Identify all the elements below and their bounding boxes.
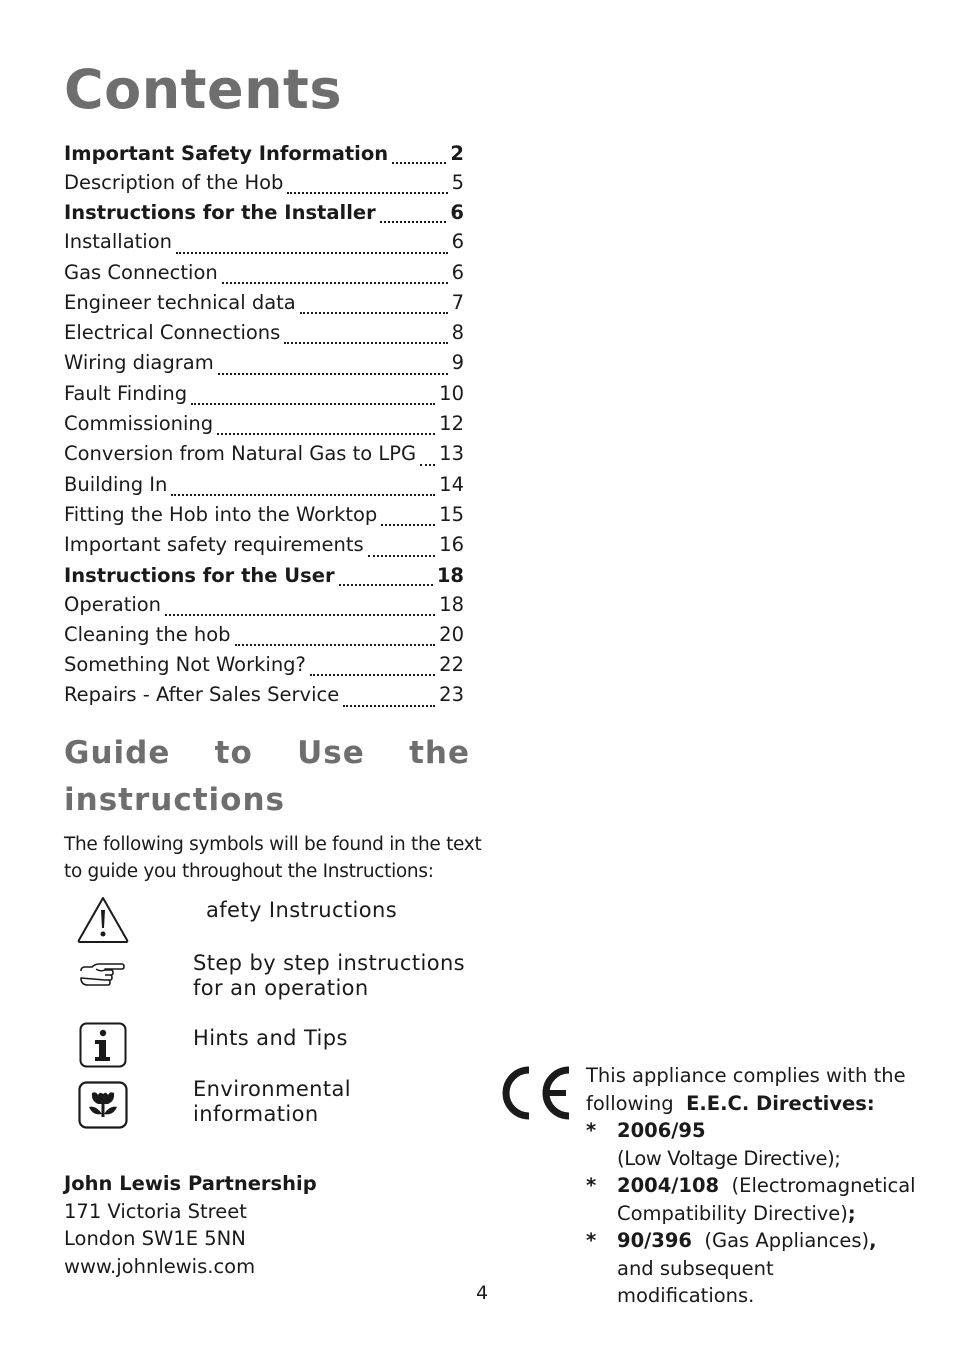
toc-entry-page: 18: [439, 592, 464, 616]
guide-heading-word: the: [409, 735, 470, 771]
toc-leader-dots: [368, 555, 435, 557]
toc-entry-page: 5: [451, 171, 464, 194]
symbol-label: Hints and Tips: [193, 1026, 348, 1050]
toc-entry[interactable]: [64, 142, 464, 171]
guide-heading-line2: instructions: [64, 782, 285, 818]
toc-entry-page: 16: [439, 533, 464, 557]
toc-entry-title: Instructions for the Installer: [64, 201, 376, 225]
page-title: Contents: [64, 58, 343, 121]
toc-entry[interactable]: [64, 201, 464, 230]
toc-entry[interactable]: [64, 533, 464, 563]
toc-entry-title: Cleaning the hob: [64, 622, 231, 646]
directive-description: (Electromagnetical: [731, 1174, 916, 1197]
toc-leader-dots: [165, 614, 435, 616]
directive-description: Compatibility Directive): [617, 1201, 848, 1225]
directive-punctuation: ;: [847, 1201, 856, 1225]
info-icon: [79, 1022, 127, 1068]
toc-entry-title: Repairs - After Sales Service: [64, 683, 340, 707]
directive-description: and subsequent modifications.: [617, 1256, 774, 1307]
directive-item: [586, 1117, 916, 1172]
toc-leader-dots: [176, 252, 448, 254]
compliance-statement: [586, 1062, 916, 1310]
guide-heading-word: Use: [297, 735, 365, 771]
guide-heading: [64, 730, 470, 824]
address-city: London SW1E 5NN: [64, 1227, 246, 1250]
guide-heading-word: to: [214, 735, 253, 771]
guide-intro-text: The following symbols will be found in the text to guide you throughout the Instructions:: [64, 834, 482, 882]
directive-code: 2004/108: [617, 1174, 720, 1197]
compliance-text: following: [586, 1091, 674, 1115]
symbol-label-line: Environmental: [193, 1077, 351, 1101]
toc-entry-title: Conversion from Natural Gas to LPG: [64, 442, 417, 466]
directive-punctuation: ,: [869, 1229, 877, 1252]
toc-entry[interactable]: [64, 623, 464, 653]
toc-leader-dots: [222, 282, 448, 284]
toc-entry-page: 2: [450, 142, 464, 165]
toc-entry-title: Instructions for the User: [64, 563, 335, 587]
toc-entry-title: Important safety requirements: [64, 533, 364, 557]
address-street: 171 Victoria Street: [64, 1199, 247, 1223]
toc-leader-dots: [420, 464, 435, 466]
website-link[interactable]: www.johnlewis.com: [64, 1254, 256, 1278]
toc-entry-page: 20: [439, 622, 464, 646]
toc-entry-title: Gas Connection: [64, 260, 218, 284]
guide-heading-word: Guide: [64, 735, 171, 771]
symbol-label: [193, 951, 465, 1001]
toc-entry[interactable]: [64, 382, 464, 412]
toc-entry[interactable]: [64, 321, 464, 351]
toc-entry-title: Building In: [64, 472, 168, 496]
toc-entry-title: Commissioning: [64, 412, 214, 436]
directive-description: (Gas Appliances): [704, 1229, 870, 1252]
toc-entry[interactable]: [64, 442, 464, 472]
compliance-line: This appliance complies with the: [586, 1064, 906, 1087]
ce-mark-icon: [496, 1064, 574, 1122]
directive-item: [586, 1172, 916, 1227]
toc-entry[interactable]: [64, 171, 464, 201]
compliance-line: [586, 1090, 916, 1118]
toc-entry-title: Operation: [64, 592, 162, 616]
table-of-contents: [64, 142, 464, 714]
directive-code: 2006/95: [617, 1119, 706, 1142]
symbol-label-line: information: [193, 1102, 319, 1126]
warning-triangle-icon: [76, 895, 130, 945]
directive-code: 90/396: [617, 1229, 692, 1252]
toc-entry-title: Fault Finding: [64, 381, 188, 405]
bullet-star: *: [586, 1119, 597, 1142]
toc-entry-page: 10: [439, 381, 464, 405]
toc-entry-title: Wiring diagram: [64, 351, 214, 375]
directives-heading: E.E.C. Directives:: [686, 1091, 875, 1115]
toc-entry[interactable]: [64, 564, 464, 593]
company-name: John Lewis Partnership: [64, 1172, 317, 1195]
toc-entry[interactable]: [64, 593, 464, 623]
toc-entry[interactable]: [64, 412, 464, 442]
toc-leader-dots: [287, 192, 447, 194]
toc-entry-page: 13: [439, 442, 464, 466]
toc-entry-title: Something Not Working?: [64, 653, 306, 677]
toc-entry-title: Important Safety Information: [64, 142, 389, 165]
toc-entry[interactable]: [64, 351, 464, 381]
toc-entry-title: Description of the Hob: [64, 171, 284, 194]
toc-entry-page: 6: [451, 230, 464, 254]
toc-entry-title: Electrical Connections: [64, 321, 281, 345]
toc-entry-page: 18: [436, 563, 464, 587]
toc-leader-dots: [218, 373, 448, 375]
bullet-star: *: [586, 1174, 597, 1197]
toc-entry-page: 14: [439, 472, 464, 496]
toc-entry[interactable]: [64, 683, 464, 713]
toc-entry-page: 23: [439, 683, 464, 707]
toc-entry[interactable]: [64, 503, 464, 533]
toc-entry[interactable]: [64, 230, 464, 260]
toc-leader-dots: [191, 403, 435, 405]
page-number: 4: [476, 1282, 489, 1304]
toc-entry-title: Engineer technical data: [64, 290, 296, 314]
pointing-hand-icon: [78, 960, 126, 990]
toc-entry-page: 12: [439, 412, 464, 436]
symbol-label-line: for an operation: [193, 976, 369, 1000]
toc-entry-page: 9: [451, 351, 464, 375]
toc-entry[interactable]: [64, 261, 464, 291]
bullet-star: *: [586, 1229, 597, 1252]
toc-leader-dots: [343, 705, 435, 707]
address-block: [64, 1170, 317, 1280]
toc-leader-dots: [217, 433, 435, 435]
toc-entry-page: 6: [451, 260, 464, 284]
toc-entry-page: 22: [439, 653, 464, 677]
toc-leader-dots: [381, 524, 435, 526]
symbol-label: [193, 1077, 351, 1127]
toc-leader-dots: [235, 644, 436, 646]
directive-item: [586, 1227, 916, 1310]
toc-entry[interactable]: [64, 653, 464, 683]
toc-leader-dots: [380, 221, 447, 223]
toc-leader-dots: [310, 674, 435, 676]
toc-leader-dots: [300, 312, 448, 314]
toc-entry-page: 7: [451, 290, 464, 314]
toc-leader-dots: [284, 342, 447, 344]
toc-entry-page: 6: [450, 201, 464, 225]
toc-leader-dots: [392, 162, 446, 164]
symbol-label-line: Step by step instructions: [193, 951, 465, 975]
toc-entry[interactable]: [64, 473, 464, 503]
toc-entry-title: Installation: [64, 230, 173, 254]
symbol-label: afety Instructions: [206, 898, 398, 922]
guide-heading-line1: [64, 730, 470, 777]
toc-leader-dots: [171, 494, 435, 496]
toc-entry[interactable]: [64, 291, 464, 321]
toc-entry-title: Fitting the Hob into the Worktop: [64, 502, 378, 526]
toc-entry-page: 15: [439, 502, 464, 526]
toc-leader-dots: [339, 584, 433, 586]
toc-entry-page: 8: [451, 321, 464, 345]
directive-description: (Low Voltage Directive);: [617, 1146, 841, 1170]
environment-flower-icon: [78, 1081, 128, 1129]
